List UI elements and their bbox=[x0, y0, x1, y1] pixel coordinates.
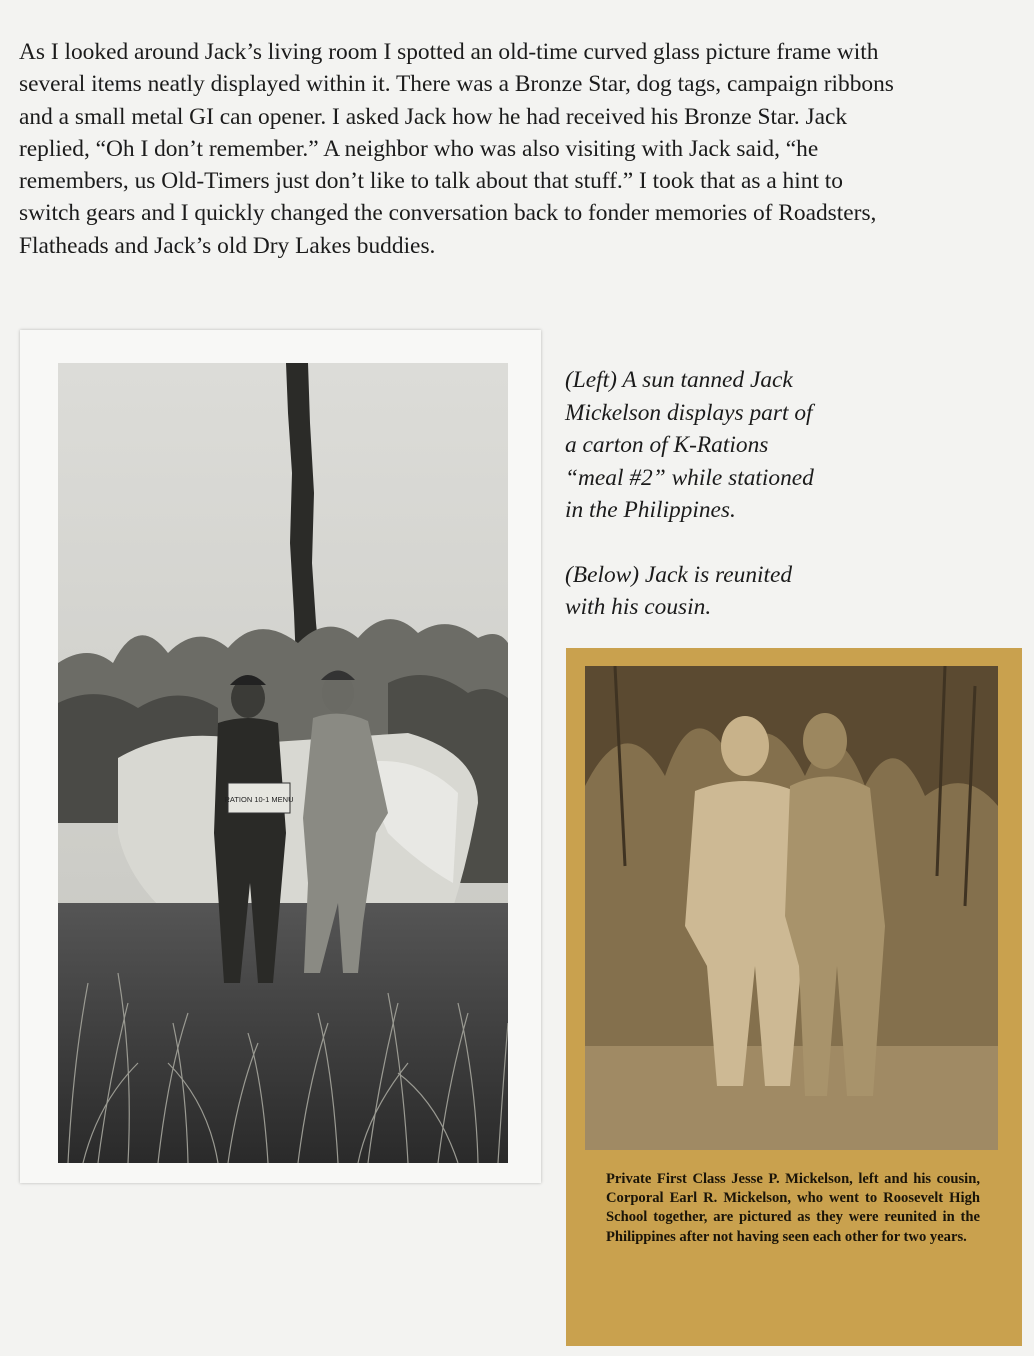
soldiers-photo bbox=[58, 363, 508, 1163]
soldiers-photo-print bbox=[20, 330, 541, 1183]
cousins-photo-image bbox=[585, 666, 998, 1150]
ration-sign-text: RATION 10-1 MENU bbox=[224, 795, 294, 804]
photo-caption bbox=[565, 364, 925, 624]
soldiers-photo-image bbox=[58, 363, 508, 1163]
clipping-caption: Private First Class Jesse P. Mickelson, left and his cousin, Corporal Earl R. Mickelson, who went to Roosevelt High School together, are pictured as they were reunited in the Philippines after not having seen each other for two years. bbox=[606, 1171, 980, 1245]
newspaper-clipping bbox=[566, 648, 1022, 1346]
ration-sign bbox=[224, 783, 293, 813]
caption-below-photo: (Below) Jack is reunited with his cousin. bbox=[565, 561, 793, 620]
clipping-photo bbox=[585, 666, 998, 1150]
intro-paragraph: As I looked around Jack’s living room I spotted an old-time curved glass picture frame with several items neatly displayed within it. There was a Bronze Star, dog tags, campaign ribbons and a small metal GI can opener. I asked Jack how he had received his Bronze Star. Jack replied, “Oh I don’t remember.” A neighbor who was also visiting with Jack said, “he remembers, us Old-Timers just don’t like to talk about that stuff.” I took that as a hint to switch gears and I quickly changed the conversation back to fonder memories of Roadsters, Flatheads and Jack’s old Dry Lakes buddies. bbox=[19, 39, 894, 259]
caption-left-photo: (Left) A sun tanned Jack Mickelson displays part of a carton of K-Rations “meal #2” while stationed in the Philippines. bbox=[565, 367, 814, 523]
